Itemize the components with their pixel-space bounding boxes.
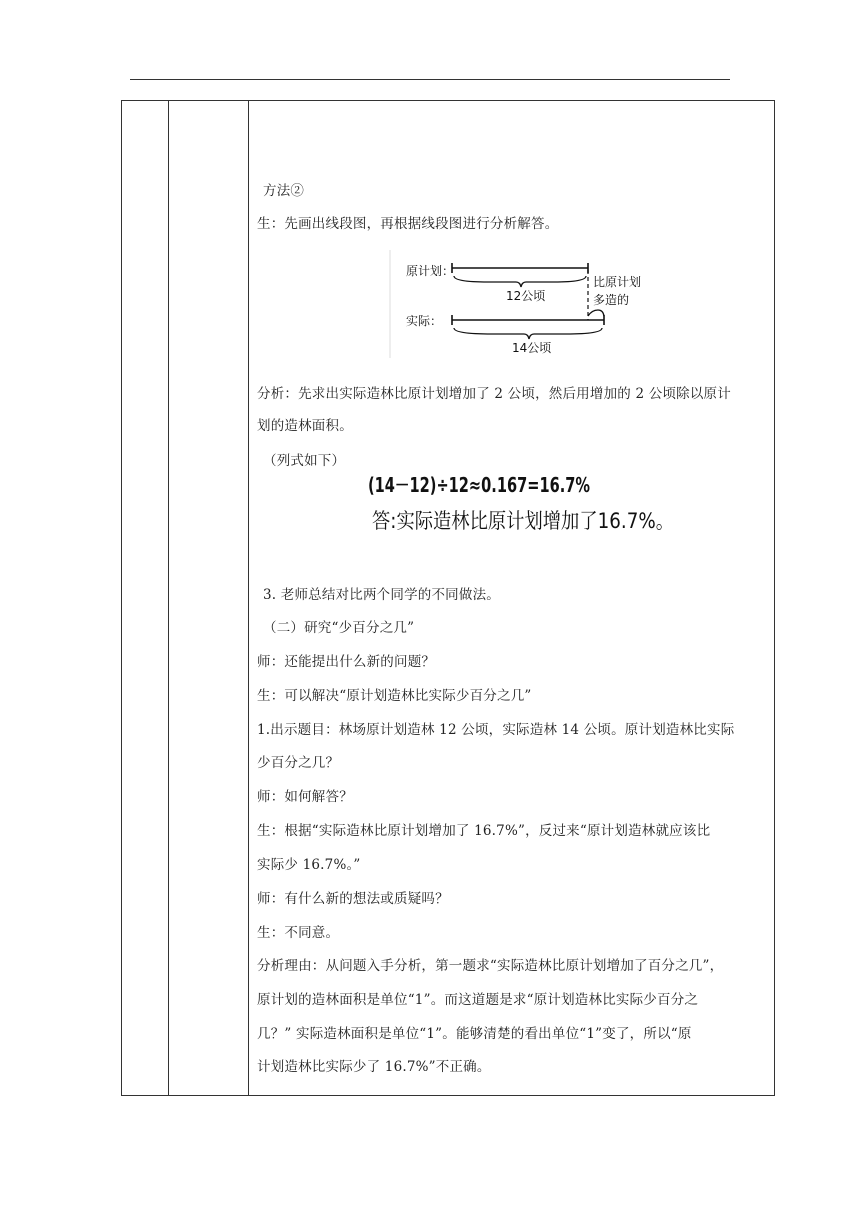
handwritten-answer: 答:实际造林比原计划增加了16.7%。 bbox=[372, 509, 674, 533]
formula-note: （列式如下） bbox=[263, 453, 346, 469]
extra-label-line-1: 比原计划 bbox=[593, 275, 642, 289]
section-heading: （二）研究“少百分之几” bbox=[263, 620, 415, 636]
extra-brace bbox=[588, 310, 604, 316]
teacher-line-1: 师：还能提出什么新的问题？ bbox=[257, 654, 436, 670]
teacher-line-2: 师：如何解答？ bbox=[257, 789, 353, 805]
student-line-4: 生：不同意。 bbox=[257, 925, 340, 941]
extra-label-line-2: 多造的 bbox=[593, 293, 630, 307]
plan-value: 12公顷 bbox=[506, 289, 546, 303]
column-divider-1 bbox=[168, 100, 169, 1096]
teacher-line-3: 师：有什么新的想法或质疑吗？ bbox=[257, 891, 449, 907]
plan-brace bbox=[454, 276, 586, 287]
plan-label: 原计划： bbox=[406, 264, 455, 278]
reason-line-1: 分析理由：从问题入手分析，第一题求“实际造林比原计划增加了百分之几”， bbox=[257, 958, 724, 974]
method-2-heading: 方法② bbox=[263, 183, 305, 199]
actual-value: 14公顷 bbox=[512, 341, 552, 355]
reason-line-3: 几？” 实际造林面积是单位“1”。能够清楚的看出单位“1”变了，所以“原 bbox=[257, 1026, 692, 1042]
reason-line-2: 原计划的造林面积是单位“1”。而这道题是求“原计划造林比实际少百分之 bbox=[257, 992, 699, 1008]
handwritten-solution bbox=[368, 466, 684, 538]
header-rule bbox=[130, 79, 730, 80]
column-divider-2 bbox=[248, 100, 249, 1096]
actual-brace bbox=[454, 328, 602, 339]
step-3-line: 3. 老师总结对比两个同学的不同做法。 bbox=[263, 587, 500, 603]
actual-label: 实际： bbox=[406, 314, 443, 328]
line-segment-diagram bbox=[388, 248, 658, 360]
student-line-1: 生：先画出线段图，再根据线段图进行分析解答。 bbox=[257, 216, 559, 232]
analysis-line-1: 分析：先求出实际造林比原计划增加了 2 公顷，然后用增加的 2 公顷除以原计 bbox=[257, 386, 731, 402]
handwritten-formula: (14－12)÷12≈0.167=16.7% bbox=[368, 473, 590, 497]
student-line-3a: 生：根据“实际造林比原计划增加了 16.7%”，反过来“原计划造林就应该比 bbox=[257, 823, 711, 839]
student-line-3b: 实际少 16.7%。” bbox=[257, 857, 361, 873]
student-line-2: 生：可以解决“原计划造林比实际少百分之几” bbox=[257, 688, 532, 704]
analysis-line-2: 划的造林面积。 bbox=[257, 418, 353, 434]
reason-line-4: 计划造林比实际少了 16.7%”不正确。 bbox=[257, 1059, 491, 1075]
problem-line-1: 1.出示题目：林场原计划造林 12 公顷，实际造林 14 公顷。原计划造林比实际 bbox=[257, 722, 735, 738]
problem-line-2: 少百分之几？ bbox=[257, 755, 340, 771]
